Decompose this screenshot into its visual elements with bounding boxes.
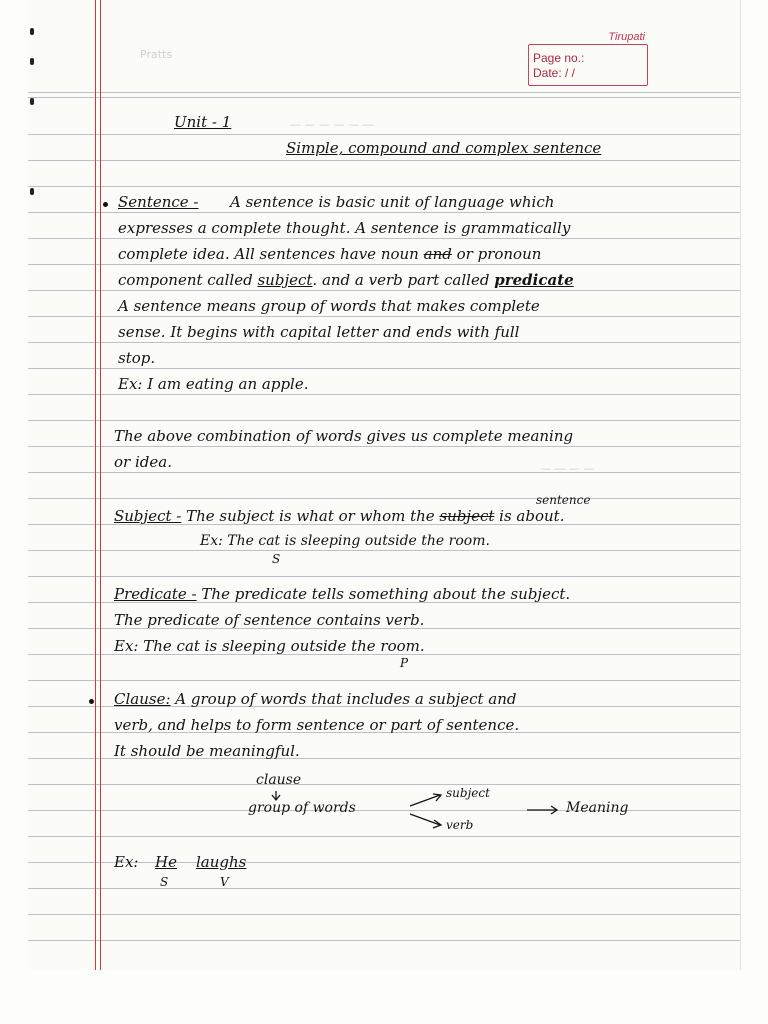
sentence-example: Ex: I am eating an apple. bbox=[118, 375, 309, 393]
predicate-word: predicate bbox=[494, 271, 574, 289]
sentence-line: stop. bbox=[118, 349, 156, 367]
subject-line: Subject - The subject is what or whom the subject is about. bbox=[114, 507, 565, 525]
clause-line: Clause: A group of words that includes a subject and bbox=[114, 690, 517, 708]
note-line: The above combination of words gives us complete meaning bbox=[114, 427, 574, 445]
group-of-words-label: group of words bbox=[248, 800, 356, 816]
sentence-line: A sentence is basic unit of language which bbox=[230, 193, 555, 211]
page-number-label: Page no.: bbox=[533, 51, 585, 65]
clause-line: It should be meaningful. bbox=[114, 742, 300, 760]
sentence-term: Sentence - bbox=[118, 193, 199, 211]
diagram-verb: verb bbox=[446, 818, 474, 832]
diagram-subject: subject bbox=[446, 786, 490, 800]
sentence-line: component called subject. and a verb part called predicate bbox=[118, 271, 574, 289]
predicate-example: Ex: The cat is sleeping outside the room. bbox=[114, 637, 425, 655]
diagram-meaning: Meaning bbox=[566, 800, 629, 816]
struck-word: and bbox=[423, 245, 452, 263]
predicate-line: Predicate - The predicate tells something about the subject. bbox=[114, 585, 571, 603]
sentence-line: complete idea. All sentences have noun and or pronoun bbox=[118, 245, 542, 263]
predicate-mark: P bbox=[400, 656, 409, 670]
clause-example-prefix: Ex: bbox=[114, 853, 139, 871]
unit-heading: Unit - 1 bbox=[174, 113, 232, 131]
date-label: Date: / / bbox=[533, 66, 576, 80]
sentence-line: expresses a complete thought. A sentence is grammatically bbox=[118, 219, 571, 237]
correction-word: sentence bbox=[536, 493, 591, 507]
stamp-brand: Tirupati bbox=[608, 31, 645, 43]
note-line: or idea. bbox=[114, 453, 172, 471]
subject-word: subject bbox=[257, 271, 313, 289]
notebook-page: Pratts — — — — — — — — — — Tirupati Page no.: Date: / / Unit - 1 Simple, compound and complex sentence Sentence - A sentence is basic unit of language which expresses a complete thought. A sentence is grammatically complete idea. All sentences have noun and or pronoun component called subject. and a verb part called predicate A sentence means group of words that makes complete sense. It begins with capital letter and ends with full stop. Ex: I am eating an apple. The above combination of words gives us complete meaning or idea. sentence Subject - The subject is what or whom the subject is about. Ex: The cat is sleeping outside the room. S Predicate - The predicate tells something about the subject. The predicate of sentence contains verb. Ex: The cat is sleeping outside the room. P Clause: A group of words that includes a subject and verb, and helps to form sentence or part of sentence. It should be meaningful. clause group of words subject verb Meaning Ex: He laughs S V bbox=[0, 0, 768, 1024]
arrow-up-right-icon bbox=[410, 795, 440, 806]
clause-label: clause bbox=[256, 772, 302, 788]
clause-example-word: laughs bbox=[196, 853, 247, 871]
sentence-line: A sentence means group of words that makes complete bbox=[118, 297, 540, 315]
clause-line: verb, and helps to form sentence or part of sentence. bbox=[114, 716, 520, 734]
page-title: Simple, compound and complex sentence bbox=[286, 139, 602, 157]
sentence-line: sense. It begins with capital letter and ends with full bbox=[118, 323, 520, 341]
clause-example-mark: S bbox=[160, 875, 169, 889]
subject-mark: S bbox=[272, 552, 281, 566]
arrow-down-right-icon bbox=[410, 814, 440, 825]
subject-example: Ex: The cat is sleeping outside the room. bbox=[200, 533, 490, 549]
clause-example-mark: V bbox=[220, 875, 229, 889]
clause-example-word: He bbox=[155, 853, 177, 871]
predicate-line: The predicate of sentence contains verb. bbox=[114, 611, 425, 629]
